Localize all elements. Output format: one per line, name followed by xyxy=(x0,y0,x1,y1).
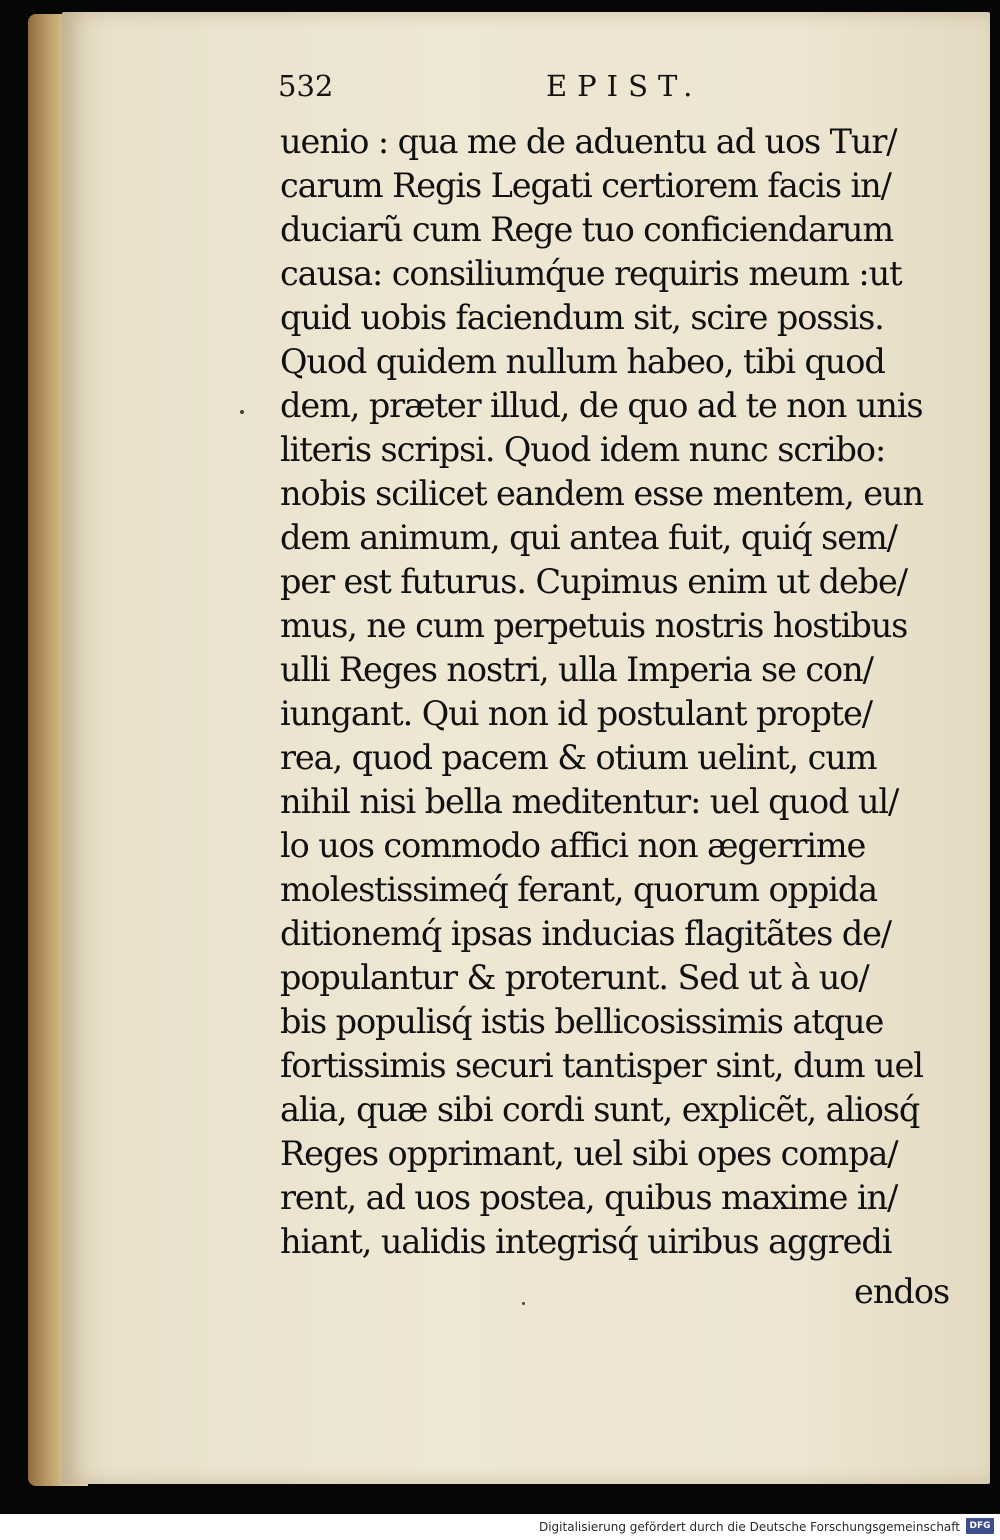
text-line: mus, ne cum perpetuis nostris hostibus xyxy=(280,606,908,645)
text-line: fortissimis securi tantisper sint, dum uel xyxy=(280,1046,923,1085)
funding-credit: Digitalisierung gefördert durch die Deutsche Forschungsgemeinschaft xyxy=(538,1520,960,1534)
text-line: duciarũ cum Rege tuo conficiendarum xyxy=(280,210,894,249)
text-line: populantur & proterunt. Sed ut à uo/ xyxy=(280,958,869,997)
page-number: 532 xyxy=(278,69,334,103)
text-line: ditionemq́ ipsas inducias flagitãtes de/ xyxy=(280,914,891,953)
text-line: lo uos commodo affici non ægerrime xyxy=(280,826,866,865)
text-line: ulli Reges nostri, ulla Imperia se con/ xyxy=(280,650,873,689)
text-line: literis scripsi. Quod idem nunc scribo: xyxy=(280,430,886,469)
paper-speck xyxy=(240,410,244,414)
footer-bar xyxy=(0,1514,1000,1540)
text-line: rent, ad uos postea, quibus maxime in/ xyxy=(280,1178,898,1217)
text-line: alia, quæ sibi cordi sunt, explicẽt, aliosq́ xyxy=(280,1090,920,1129)
text-line: causa: consiliumq́ue requiris meum :ut xyxy=(280,254,902,293)
text-line: hiant, ualidis integrisq́ uiribus aggredi xyxy=(280,1222,892,1261)
paper-speck xyxy=(522,1302,525,1305)
text-line: dem, præter illud, de quo ad te non unis xyxy=(280,386,923,425)
text-line: Reges opprimant, uel sibi opes compa/ xyxy=(280,1134,898,1173)
text-line: quid uobis faciendum sit, scire possis. xyxy=(280,298,884,337)
text-line: dem animum, qui antea fuit, quiq́ sem/ xyxy=(280,518,897,557)
text-line: per est futurus. Cupimus enim ut debe/ xyxy=(280,562,907,601)
text-line: carum Regis Legati certiorem facis in/ xyxy=(280,166,891,205)
catchword: endos xyxy=(854,1272,950,1311)
body-text xyxy=(280,120,960,1264)
text-line: Quod quidem nullum habeo, tibi quod xyxy=(280,342,885,381)
text-line: nobis scilicet eandem esse mentem, eun xyxy=(280,474,923,513)
text-line: nihil nisi bella meditentur: uel quod ul/ xyxy=(280,782,899,821)
text-line: molestissimeq́ ferant, quorum oppida xyxy=(280,870,878,909)
running-head xyxy=(278,66,758,106)
text-line: bis populisq́ istis bellicosissimis atque xyxy=(280,1002,884,1041)
text-line: rea, quod pacem & otium uelint, cum xyxy=(280,738,877,777)
text-line: uenio : qua me de aduentu ad uos Tur/ xyxy=(280,122,897,161)
text-line: iungant. Qui non id postulant propte/ xyxy=(280,694,872,733)
running-title: EPIST. xyxy=(546,69,703,103)
dfg-logo-icon: DFG xyxy=(966,1518,994,1534)
